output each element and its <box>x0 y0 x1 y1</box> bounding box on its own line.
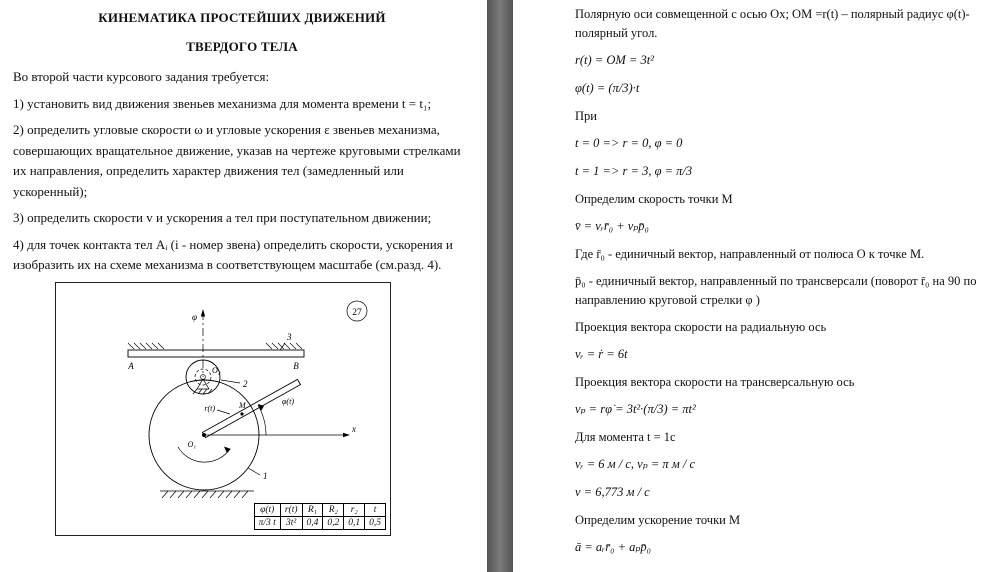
col-r2s: r₂ <box>344 503 365 516</box>
vertical-axis-label: φ <box>192 311 197 322</box>
link1-label: 1 <box>263 470 268 481</box>
page-left <box>0 0 487 572</box>
val-r2: 0,2 <box>323 516 344 529</box>
link3-leader <box>280 343 285 350</box>
radius-leader <box>217 410 230 414</box>
link3-label: 3 <box>287 331 292 342</box>
col-r: r(t) <box>280 503 302 516</box>
intro-paragraph: Во второй части курсового задания требуется: <box>13 69 270 84</box>
page-right <box>513 0 1000 572</box>
formula-vr-vp-values: vᵣ = 6 м / с, vₚ = π м / с <box>575 457 696 471</box>
rod-om <box>203 379 301 437</box>
formula-v-total: v = 6,773 м / с <box>575 485 650 499</box>
radius-label: r(t) <box>204 403 215 413</box>
doc-title-line1: КИНЕМАТИКА ПРОСТЕЙШИХ ДВИЖЕНИЙ <box>98 10 386 25</box>
transversal-projection-heading: Проекция вектора скорости на трансверсальную ось <box>575 375 855 389</box>
formula-acceleration-vector: ā = aᵣr̄₀ + aₚp̄₀ <box>575 540 652 554</box>
val-t: 0,5 <box>365 516 386 529</box>
link2-leader <box>221 380 240 383</box>
mechanism-diagram <box>56 283 390 535</box>
support-a-label: A <box>128 360 134 371</box>
vertical-axis-arrow <box>201 309 205 317</box>
formula-t1: t = 1 => r = 3, φ = π/3 <box>575 164 693 178</box>
velocity-heading: Определим скорость точки М <box>575 192 733 206</box>
x-axis-arrow <box>343 432 350 436</box>
val-phi: π/3 t <box>254 516 280 529</box>
page-divider <box>487 0 513 572</box>
task-item-3: 3) определить скорости v и ускорения а тел при поступательном движении; <box>13 210 432 225</box>
center-o2-label: O₂ <box>212 365 221 375</box>
link2-label: 2 <box>243 378 248 389</box>
val-r: 3t² <box>280 516 302 529</box>
support-b-label: B <box>293 360 299 371</box>
rotation-arrow-arc <box>178 447 230 462</box>
formula-vp: vₚ = rφ̇ = 3t²·(π/3) = πt² <box>575 402 696 416</box>
center-o1-label: O₁ <box>187 439 196 449</box>
polar-axis-paragraph: Полярную оси совмещенной с осью Ox; ОМ =r(t) – полярный радиус φ(t)- полярный угол. <box>575 7 970 40</box>
bar-link-3 <box>128 350 304 357</box>
doc-title-line2: ТВЕРДОГО ТЕЛА <box>186 39 298 54</box>
bar-hatching <box>128 343 302 349</box>
formula-vr: vᵣ = ṙ = 6t <box>575 347 628 361</box>
formula-velocity-vector: v̄ = vᵣr̄₀ + vₚp̄₀ <box>575 219 649 233</box>
formula-r-of-t: r(t) = OM = 3t² <box>575 53 654 67</box>
formula-phi-of-t: φ(t) = (π/3)·t <box>575 81 640 95</box>
col-r1: R₁ <box>302 503 323 516</box>
pole-o <box>202 433 206 437</box>
figure-number: 27 <box>352 307 362 318</box>
task-item-2: 2) определить угловые скорости ω и угловые ускорения ε звеньев механизма, совершающих вращательное движение, указав на чертеже круговыми стрелками их направления, определить характер движения тел (замедленный или ускоренный); <box>13 122 461 199</box>
col-t: t <box>365 503 386 516</box>
parameters-table <box>254 503 386 530</box>
x-axis-label: x <box>352 423 356 434</box>
acceleration-heading: Определим ускорение точки М <box>575 513 741 527</box>
val-r1: 0,4 <box>302 516 323 529</box>
task-item-1: 1) установить вид движения звеньев механизма для момента времени t = t₁; <box>13 95 432 111</box>
angle-label: φ(t) <box>282 396 294 406</box>
moment-t1-label: Для момента t = 1с <box>575 430 676 444</box>
val-r2s: 0,1 <box>344 516 365 529</box>
parameters-value-row <box>254 516 385 529</box>
parameters-header-row <box>254 503 385 516</box>
rotation-arrow-head <box>224 446 231 452</box>
r0-definition: Где r̄₀ - единичный вектор, направленный от полюса О к точке М. <box>575 247 925 261</box>
ground-hatching <box>162 491 248 498</box>
link1-leader <box>248 468 260 475</box>
col-r2: R₂ <box>323 503 344 516</box>
formula-t0: t = 0 => r = 0, φ = 0 <box>575 136 683 150</box>
point-m <box>240 412 243 415</box>
mechanism-figure <box>55 282 391 536</box>
figure-number-badge <box>347 301 367 321</box>
col-phi: φ(t) <box>254 503 280 516</box>
radial-projection-heading: Проекция вектора скорости на радиальную ось <box>575 320 827 334</box>
task-item-4: 4) для точек контакта тел Аᵢ (i - номер звена) определить скорости, ускорения и изобразить их на схеме механизма в соответствующем масштабе (см.разд. 4). <box>13 236 453 272</box>
when-label: При <box>575 109 597 123</box>
p0-definition: p̄₀ - единичный вектор, направленный по трансверсали (поворот r̄₀ на 90 по направлению круговой стрелки φ ) <box>575 274 977 307</box>
point-m-label: M <box>239 400 246 410</box>
